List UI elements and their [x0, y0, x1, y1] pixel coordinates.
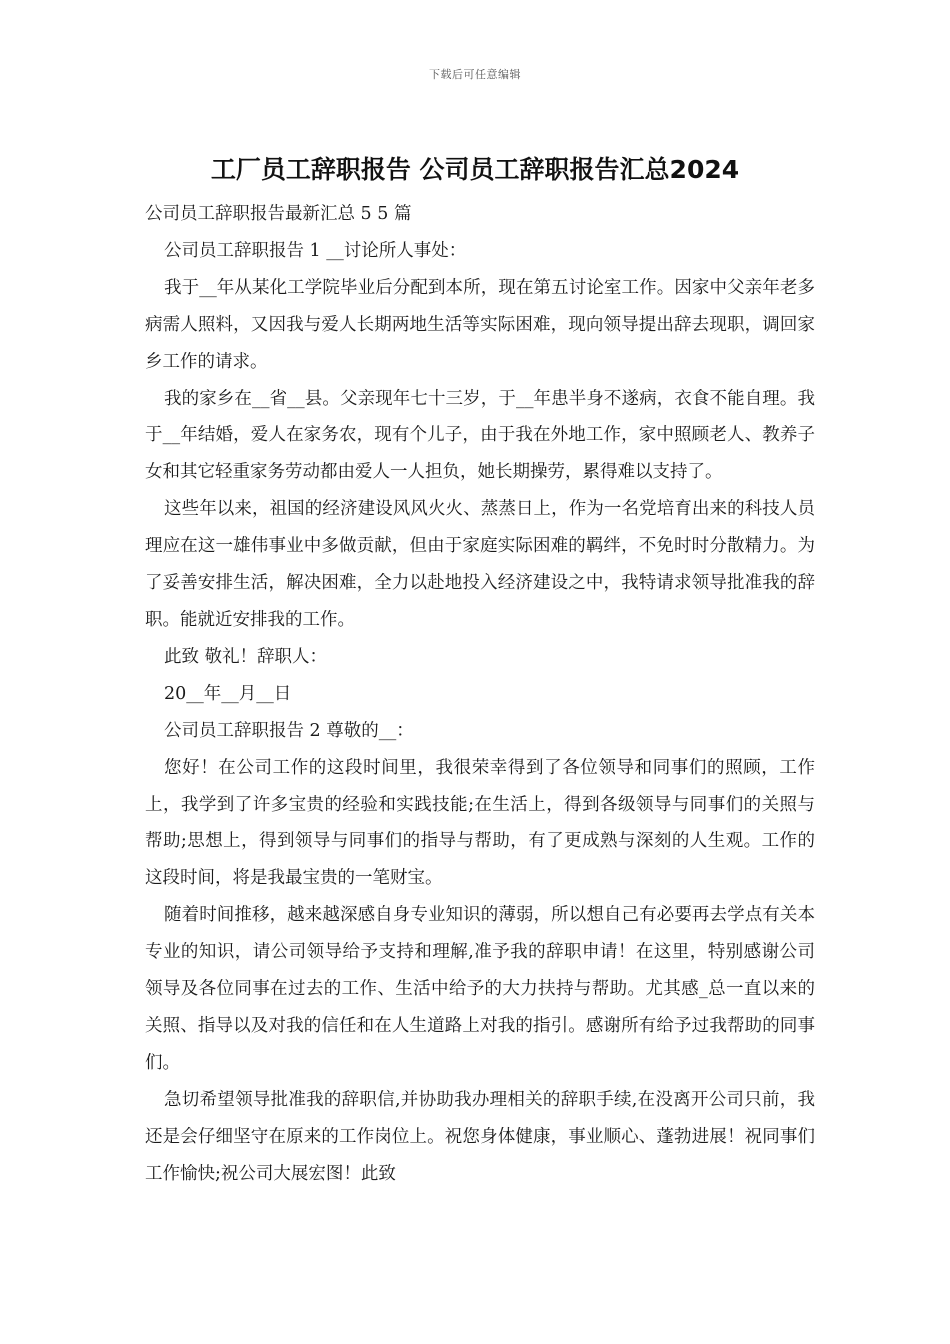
header-note: 下载后可任意编辑	[429, 68, 521, 81]
document-title: 工厂员工辞职报告 公司员工辞职报告汇总2024	[210, 155, 740, 184]
body-paragraph: 您好！在公司工作的这段时间里，我很荣幸得到了各位领导和同事们的照顾，工作上，我学到了许多宝贵的经验和实践技能;在生活上，得到各级领导与同事们的关照与帮助;思想上，得到领导与同事们的指导与帮助，有了更成熟与深刻的人生观。工作的这段时间，将是我最宝贵的一笔财宝。	[145, 757, 815, 889]
report-2-heading: 公司员工辞职报告 2 尊敬的__：	[164, 720, 414, 741]
body-paragraph: 急切希望领导批准我的辞职信,并协助我办理相关的辞职手续,在没离开公司只前，我还是会仔细坚守在原来的工作岗位上。祝您身体健康，事业顺心、蓬勃进展！祝同事们工作愉快;祝公司大展宏图！此致	[145, 1089, 815, 1184]
closing-line: 此致 敬礼！辞职人：	[164, 646, 328, 667]
body-paragraph: 这些年以来，祖国的经济建设风风火火、蒸蒸日上，作为一名党培育出来的科技人员理应在这一雄伟事业中多做贡献，但由于家庭实际困难的羁绊，不免时时分散精力。为了妥善安排生活，解决困难，全力以赴地投入经济建设之中，我特请求领导批准我的辞职。能就近安排我的工作。	[145, 499, 815, 630]
date-line: 20__年__月__日	[164, 683, 292, 704]
report-1-heading: 公司员工辞职报告 1 __讨论所人事处：	[164, 240, 467, 261]
body-paragraph: 我的家乡在__省__县。父亲现年七十三岁，于__年患半身不遂病，衣食不能自理。我于__年结婚，爱人在家务农，现有个儿子，由于我在外地工作，家中照顾老人、教养子女和其它轻重家务劳动都由爱人一人担负，她长期操劳，累得难以支持了。	[145, 388, 815, 483]
body-paragraph: 我于__年从某化工学院毕业后分配到本所，现在第五讨论室工作。因家中父亲年老多病需人照料，又因我与爱人长期两地生活等实际困难，现向领导提出辞去现职，调回家乡工作的请求。	[145, 277, 815, 372]
subtitle-line: 公司员工辞职报告最新汇总 5 5 篇	[145, 204, 412, 224]
document-body	[145, 196, 815, 1192]
body-paragraph: 随着时间推移，越来越深感自身专业知识的薄弱，所以想自己有必要再去学点有关本专业的知识，请公司领导给予支持和理解,准予我的辞职申请！在这里，特别感谢公司领导及各位同事在过去的工作、生活中给予的大力扶持与帮助。尤其感_总一直以来的关照、指导以及对我的信任和在人生道路上对我的指引。感谢所有给予过我帮助的同事们。	[145, 905, 815, 1073]
